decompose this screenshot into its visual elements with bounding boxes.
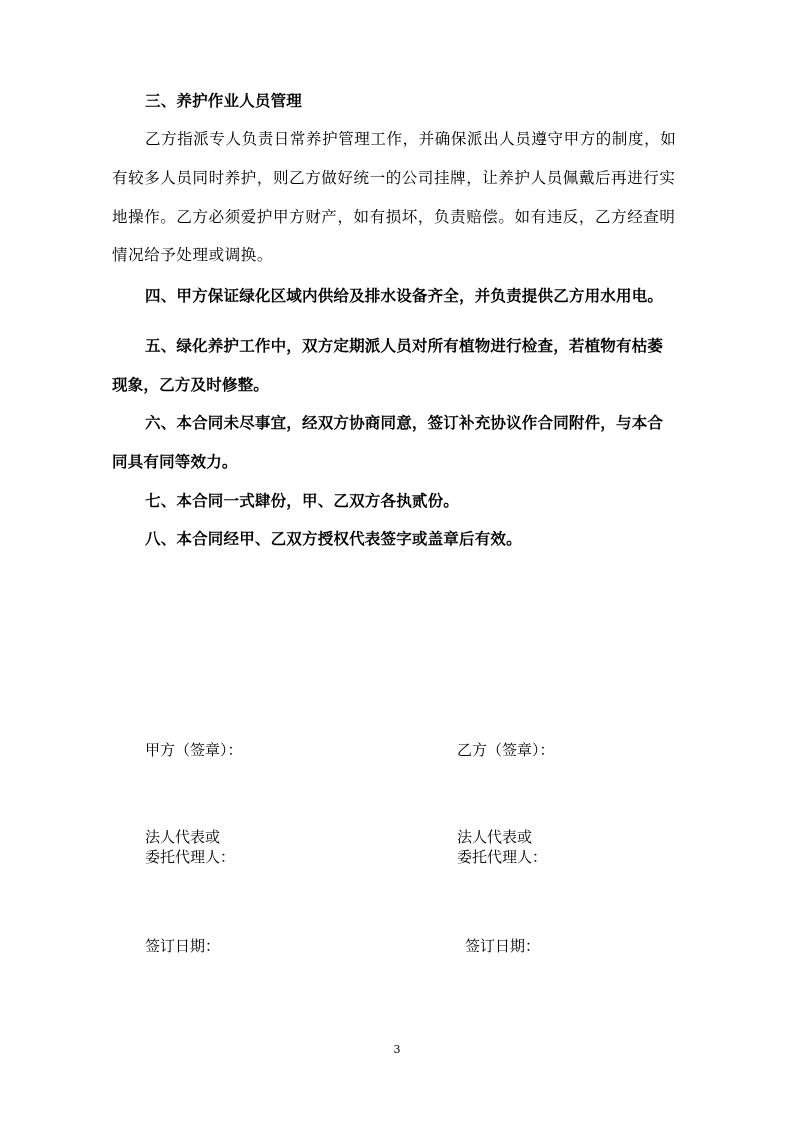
party-a-rep-label-line-2: 委托代理人： [145,848,236,866]
party-b-rep-label-line-1: 法人代表或 [457,828,533,846]
party-a-signature-label: 甲方（签章）： [145,741,243,759]
party-a-rep-label-line-1: 法人代表或 [145,828,221,846]
section-4-text: 四、甲方保证绿化区域内供给及排水设备齐全，并负责提供乙方用水用电。 [145,287,664,305]
page-number: 3 [393,1043,401,1056]
party-a-date-label: 签订日期： [145,937,221,955]
section-5-text-line-2: 现象，乙方及时修整。 [112,376,270,394]
section-6-text-line-1: 六、本合同未尽事宜，经双方协商同意，签订补充协议作合同附件，与本合 [145,414,664,432]
section-5-text-line-1: 五、绿化养护工作中，双方定期派人员对所有植物进行检查，若植物有枯萎 [145,337,664,355]
section-3-text-line-4: 情况给予处理或调换。 [112,246,274,264]
section-3-text-line-1: 乙方指派专人负责日常养护管理工作，并确保派出人员遵守甲方的制度，如 [145,130,677,148]
section-3-text-line-2: 有较多人员同时养护，则乙方做好统一的公司挂牌，让养护人员佩戴后再进行实 [112,169,676,187]
section-3-heading: 三、养护作业人员管理 [145,92,303,110]
party-b-rep-label-line-2: 委托代理人： [457,848,548,866]
section-7-text: 七、本合同一式肆份，甲、乙双方各执贰份。 [145,492,460,510]
party-b-date-label: 签订日期： [465,937,541,955]
section-3-text-line-3: 地操作。乙方必须爱护甲方财产，如有损坏，负责赔偿。如有违反，乙方经查明 [112,208,676,226]
section-8-text: 八、本合同经甲、乙双方授权代表签字或盖章后有效。 [145,530,522,548]
section-6-text-line-2: 同具有同等效力。 [112,453,238,471]
party-b-signature-label: 乙方（签章）： [457,741,555,759]
